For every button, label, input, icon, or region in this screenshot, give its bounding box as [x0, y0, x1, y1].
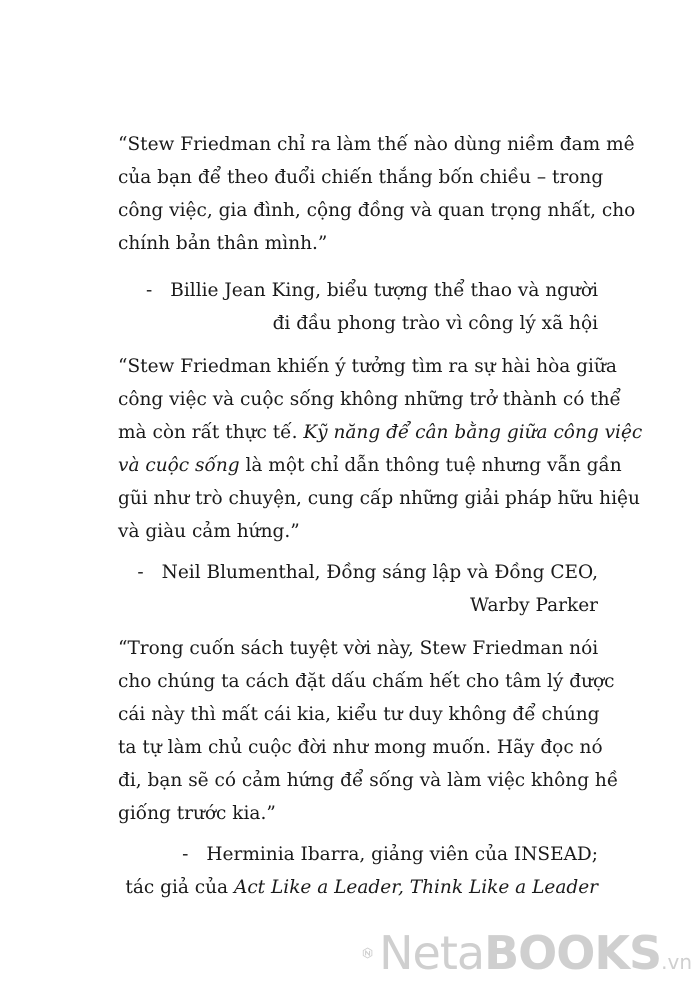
attribution-dash: - — [137, 562, 144, 583]
quote-line: gũi như trò chuyện, cung cấp những giải pháp hữu hiệu — [118, 488, 640, 509]
quote-line: đi, bạn sẽ có cảm hứng để sống và làm việc không hề — [118, 770, 619, 791]
quote-line: và giàu cảm hứng.” — [118, 521, 300, 542]
quote-line: “Trong cuốn sách tuyệt vời này, Stew Friedman nói — [118, 638, 599, 659]
attribution-line: Warby Parker — [470, 595, 598, 616]
quote-line: “Stew Friedman chỉ ra làm thế nào dùng niềm đam mê — [118, 134, 635, 155]
watermark — [362, 918, 692, 988]
attribution-dash: - — [146, 280, 153, 301]
attribution-dash: - — [182, 844, 189, 865]
book-title-italic: Kỹ năng để cân bằng giữa công việc — [303, 422, 643, 443]
quote-line: công việc, gia đình, cộng đồng và quan trọng nhất, cho — [118, 200, 636, 221]
netabooks-logo-icon — [362, 922, 373, 984]
quote-line: của bạn để theo đuổi chiến thắng bốn chiều – trong — [118, 167, 604, 188]
quote-line: cái này thì mất cái kia, kiểu tư duy không để chúng — [118, 704, 600, 725]
quote-line: mà còn rất thực tế. Kỹ năng để cân bằng giữa công việc — [118, 422, 643, 443]
quote-line: giống trước kia.” — [118, 803, 276, 824]
quote-line: và cuộc sống là một chỉ dẫn thông tuệ nhưng vẫn gần — [118, 455, 622, 476]
attribution-line: - Herminia Ibarra, giảng viên của INSEAD; — [118, 838, 598, 871]
attribution-line: tác giả của Act Like a Leader, Think Like a Leader — [125, 877, 598, 898]
quote-line: “Stew Friedman khiến ý tưởng tìm ra sự hài hòa giữa — [118, 356, 617, 377]
quote-line: chính bản thân mình.” — [118, 233, 328, 254]
quote-3 — [118, 632, 619, 830]
attribution-1 — [118, 274, 598, 340]
watermark-text: NetaBOOKS.vn — [379, 926, 692, 980]
attribution-line: đi đầu phong trào vì công lý xã hội — [272, 313, 598, 334]
quote-line: công việc và cuộc sống không những trở thành có thể — [118, 389, 621, 410]
quote-1 — [118, 128, 636, 260]
attribution-2 — [118, 556, 598, 622]
book-title-italic: Act Like a Leader, Think Like a Leader — [233, 877, 598, 898]
quote-2 — [118, 350, 643, 548]
attribution-line: - Billie Jean King, biểu tượng thể thao và người — [118, 274, 598, 307]
quote-line: ta tự làm chủ cuộc đời như mong muốn. Hãy đọc nó — [118, 737, 603, 758]
attribution-3 — [118, 838, 598, 904]
attribution-line: - Neil Blumenthal, Đồng sáng lập và Đồng CEO, — [118, 556, 598, 589]
quote-line: cho chúng ta cách đặt dấu chấm hết cho tâm lý được — [118, 671, 615, 692]
book-title-italic: và cuộc sống — [118, 455, 240, 476]
